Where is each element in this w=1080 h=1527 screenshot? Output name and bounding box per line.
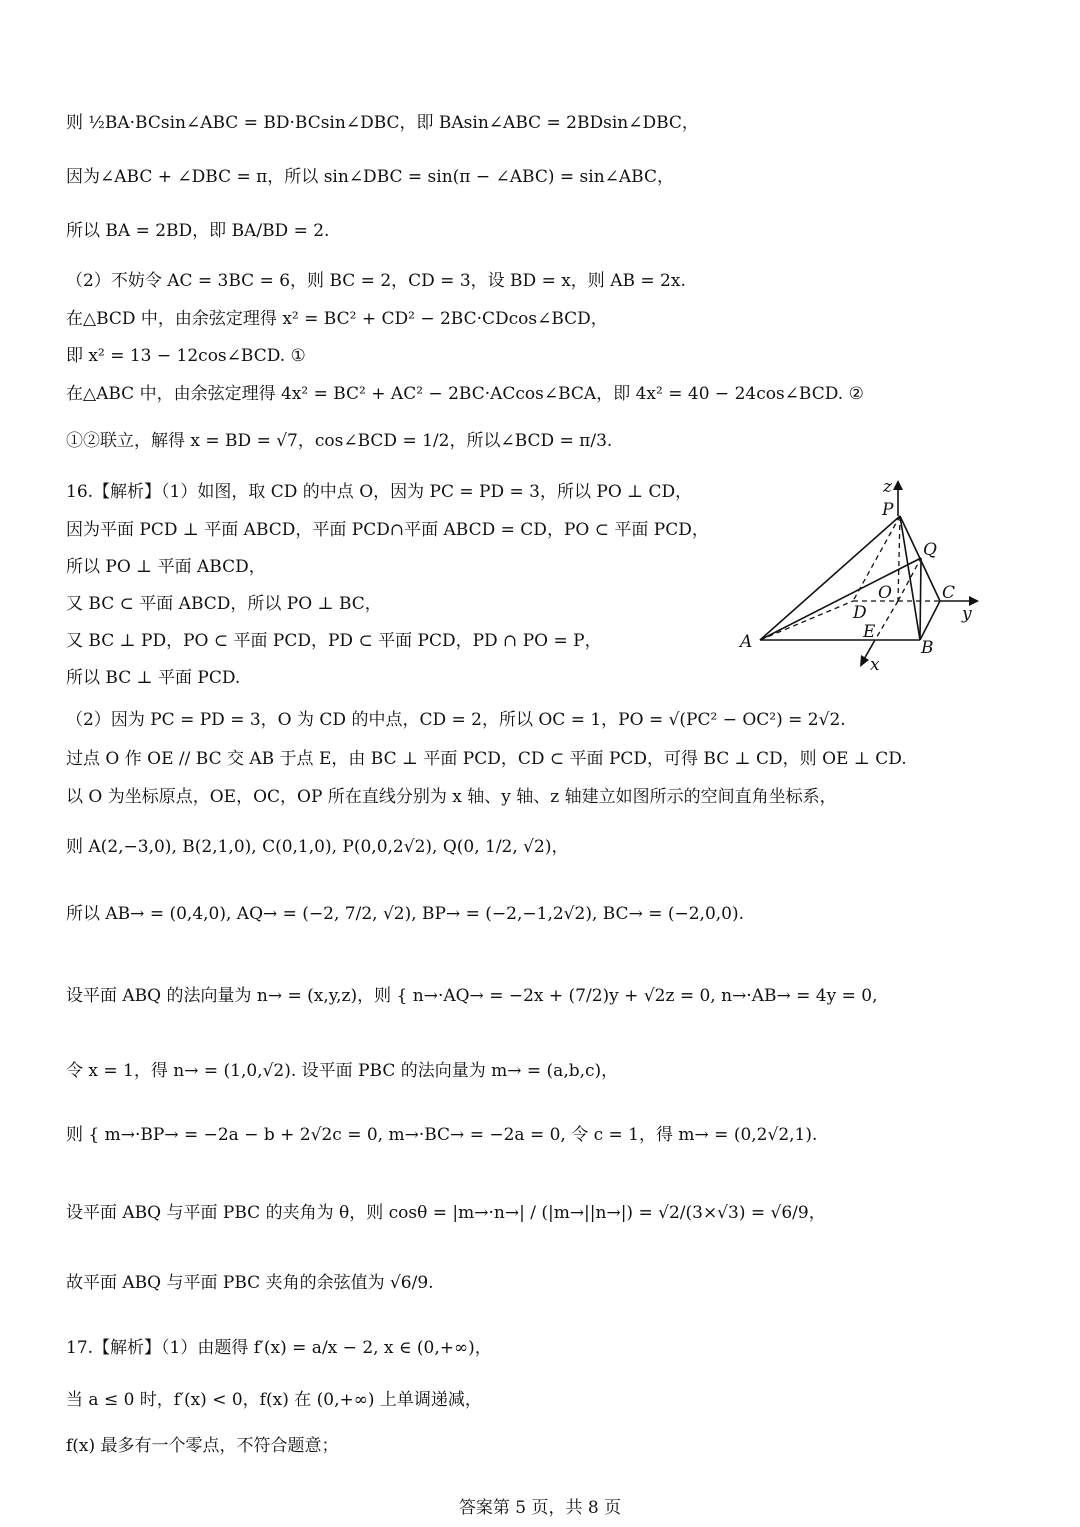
text-line-18: 则 A(2,−3,0), B(2,1,0), C(0,1,0), P(0,0,2√2), Q(0, 1/2, √2)， bbox=[66, 837, 569, 857]
label-o: O bbox=[878, 583, 892, 603]
label-q: Q bbox=[923, 540, 937, 560]
text-line-20: 设平面 ABQ 的法向量为 n→ = (x,y,z)，则 { n→·AQ→ = −2x + (7/2)y + √2z = 0, n→·AB→ = 4y = 0, bbox=[66, 986, 878, 1006]
text-line-19: 所以 AB→ = (0,4,0), AQ→ = (−2, 7/2, √2), BP→ = (−2,−1,2√2), BC→ = (−2,0,0). bbox=[66, 904, 745, 924]
text-line-17: 以 O 为坐标原点，OE，OC，OP 所在直线分别为 x 轴、y 轴、z 轴建立如图所示的空间直角坐标系， bbox=[66, 787, 837, 807]
text-line-9: 16.【解析】（1）如图，取 CD 的中点 O，因为 PC = PD = 3，所以 PO ⊥ CD， bbox=[66, 482, 693, 502]
text-line-26: 当 a ≤ 0 时，f′(x) < 0，f(x) 在 (0,+∞) 上单调递减， bbox=[66, 1390, 482, 1410]
edge-bc bbox=[920, 601, 940, 640]
label-b: B bbox=[921, 638, 934, 658]
text-line-10: 因为平面 PCD ⊥ 平面 ABCD，平面 PCD∩平面 ABCD = CD，PO ⊂ 平面 PCD， bbox=[66, 520, 709, 540]
edge-bq bbox=[920, 558, 921, 640]
text-line-7: 在△ABC 中，由余弦定理得 4x² = BC² + AC² − 2BC·ACcos∠BCA，即 4x² = 40 − 24cos∠BCD. ② bbox=[66, 384, 864, 404]
text-line-11: 所以 PO ⊥ 平面 ABCD， bbox=[66, 557, 266, 577]
label-a: A bbox=[740, 632, 753, 652]
text-line-8: ①②联立，解得 x = BD = √7，cos∠BCD = 1/2，所以∠BCD = π/3. bbox=[66, 431, 613, 451]
text-line-21: 令 x = 1，得 n→ = (1,0,√2). 设平面 PBC 的法向量为 m→ = (a,b,c)， bbox=[66, 1061, 619, 1081]
edge-ad bbox=[760, 601, 853, 640]
label-c: C bbox=[942, 583, 956, 603]
label-z: z bbox=[883, 478, 892, 497]
text-line-23: 设平面 ABQ 与平面 PBC 的夹角为 θ，则 cosθ = |m→·n→| / (|m→||n→|) = √2/(3×√3) = √6/9， bbox=[66, 1203, 826, 1223]
text-line-4: （2）不妨令 AC = 3BC = 6，则 BC = 2，CD = 3，设 BD = x，则 AB = 2x. bbox=[66, 271, 686, 291]
label-d: D bbox=[853, 603, 867, 623]
text-line-6: 即 x² = 13 − 12cos∠BCD. ① bbox=[66, 346, 306, 366]
text-line-27: f(x) 最多有一个零点，不符合题意； bbox=[66, 1436, 339, 1456]
text-line-5: 在△BCD 中，由余弦定理得 x² = BC² + CD² − 2BC·CDcos∠BCD， bbox=[66, 309, 608, 329]
label-y: y bbox=[962, 604, 972, 624]
label-x: x bbox=[870, 655, 880, 675]
edge-oe bbox=[875, 601, 898, 640]
label-e: E bbox=[863, 622, 876, 642]
text-line-22: 则 { m→·BP→ = −2a − b + 2√2c = 0, m→·BC→ = −2a = 0, 令 c = 1，得 m→ = (0,2√2,1). bbox=[66, 1125, 818, 1145]
text-line-12: 又 BC ⊂ 平面 ABCD，所以 PO ⊥ BC， bbox=[66, 594, 382, 614]
text-line-1: 则 ½BA·BCsin∠ABC = BD·BCsin∠DBC，即 BAsin∠ABC = 2BDsin∠DBC， bbox=[66, 113, 699, 133]
z-arrow-icon bbox=[893, 480, 903, 490]
text-line-13: 又 BC ⊥ PD，PO ⊂ 平面 PCD，PD ⊂ 平面 PCD，PD ∩ PO = P， bbox=[66, 631, 602, 651]
pyramid-figure bbox=[735, 478, 985, 678]
edge-aq bbox=[760, 558, 921, 640]
label-p: P bbox=[882, 500, 894, 520]
edge-pd bbox=[853, 516, 900, 601]
text-line-15: （2）因为 PC = PD = 3，O 为 CD 的中点，CD = 2，所以 OC = 1，PO = √(PC² − OC²) = 2√2. bbox=[66, 710, 846, 730]
page-footer: 答案第 5 页，共 8 页 bbox=[458, 1498, 622, 1518]
edge-pb bbox=[900, 516, 920, 640]
edge-po bbox=[898, 516, 900, 601]
text-line-16: 过点 O 作 OE // BC 交 AB 于点 E，由 BC ⊥ 平面 PCD，CD ⊂ 平面 PCD，可得 BC ⊥ CD，则 OE ⊥ CD. bbox=[66, 749, 907, 769]
edge-pa bbox=[760, 516, 900, 640]
text-line-14: 所以 BC ⊥ 平面 PCD. bbox=[66, 668, 241, 688]
text-line-2: 因为∠ABC + ∠DBC = π，所以 sin∠DBC = sin(π − ∠ABC) = sin∠ABC， bbox=[66, 167, 674, 187]
text-line-24: 故平面 ABQ 与平面 PBC 夹角的余弦值为 √6/9. bbox=[66, 1273, 434, 1293]
text-line-3: 所以 BA = 2BD，即 BA/BD = 2. bbox=[66, 221, 330, 241]
text-line-25: 17.【解析】（1）由题得 f′(x) = a/x − 2, x ∈ (0,+∞)， bbox=[66, 1338, 492, 1358]
